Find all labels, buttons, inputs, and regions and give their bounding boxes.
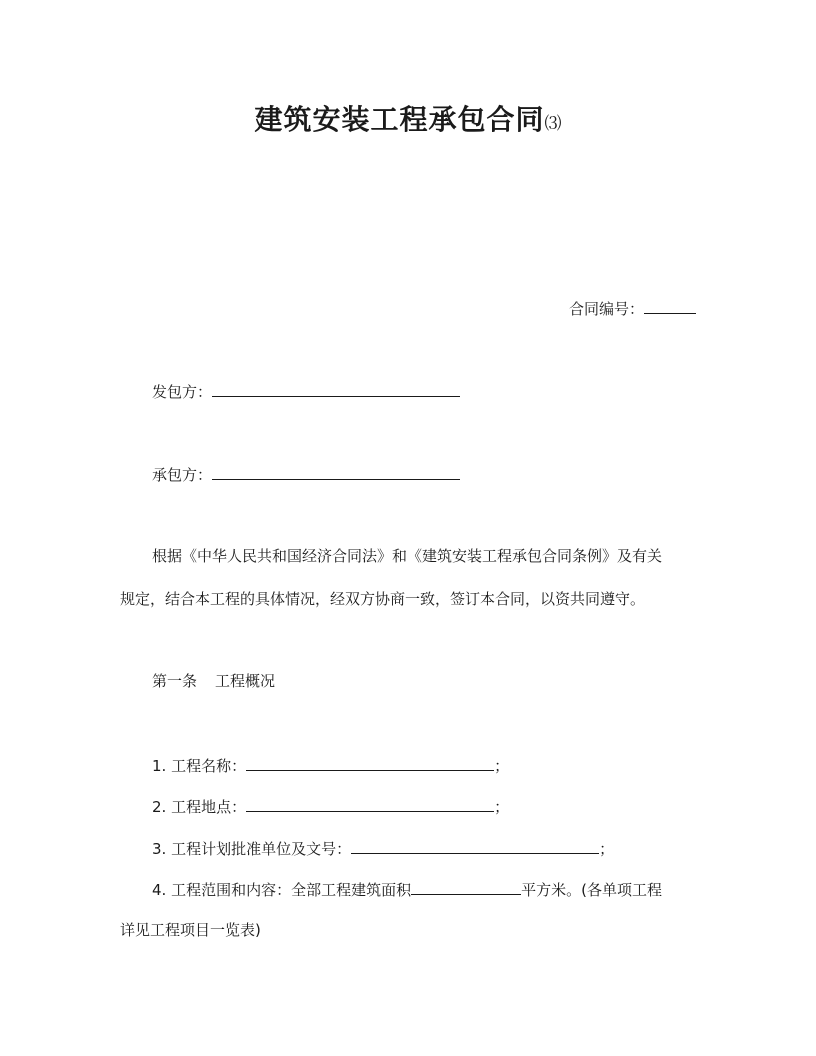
- item-end: ；: [494, 757, 510, 775]
- item-end: ；: [494, 798, 510, 816]
- item-end: 平方米。(各单项工程: [521, 881, 662, 899]
- contract-number-label: 合同编号：: [568, 300, 644, 318]
- article-1-heading: [152, 671, 275, 691]
- party-a-line: [152, 381, 460, 402]
- item-label: 2. 工程地点：: [152, 798, 247, 816]
- item-project-scope-continuation: 详见工程项目一览表): [120, 921, 261, 939]
- article-1-number: 第一条: [152, 672, 198, 690]
- project-location-blank[interactable]: [246, 796, 494, 812]
- contract-number-line: [569, 298, 696, 319]
- party-b-line: [152, 464, 460, 485]
- party-b-blank[interactable]: [212, 464, 460, 480]
- building-area-blank[interactable]: [411, 879, 521, 895]
- item-approval-unit: [152, 838, 614, 859]
- party-a-label: 发包方：: [152, 383, 213, 401]
- title-suffix: ⑶: [544, 114, 562, 134]
- item-project-name: [152, 755, 509, 776]
- title-text: 建筑安装工程承包合同: [254, 103, 545, 136]
- party-a-blank[interactable]: [212, 381, 460, 397]
- intro-paragraph-line-2: 规定，结合本工程的具体情况，经双方协商一致，签订本合同，以资共同遵守。: [120, 590, 646, 608]
- item-label: 4. 工程范围和内容：全部工程建筑面积: [152, 881, 412, 899]
- party-b-label: 承包方：: [152, 466, 213, 484]
- document-title: [0, 98, 816, 138]
- contract-number-blank[interactable]: [644, 298, 696, 314]
- project-name-blank[interactable]: [246, 755, 494, 771]
- item-end: ；: [599, 840, 615, 858]
- item-label: 3. 工程计划批准单位及文号：: [152, 840, 352, 858]
- approval-unit-blank[interactable]: [351, 838, 599, 854]
- item-label: 1. 工程名称：: [152, 757, 247, 775]
- intro-paragraph-line-1: 根据《中华人民共和国经济合同法》和《建筑安装工程承包合同条例》及有关: [152, 547, 663, 565]
- item-project-location: [152, 796, 509, 817]
- article-1-title: 工程概况: [215, 672, 276, 690]
- item-project-scope: [152, 879, 662, 900]
